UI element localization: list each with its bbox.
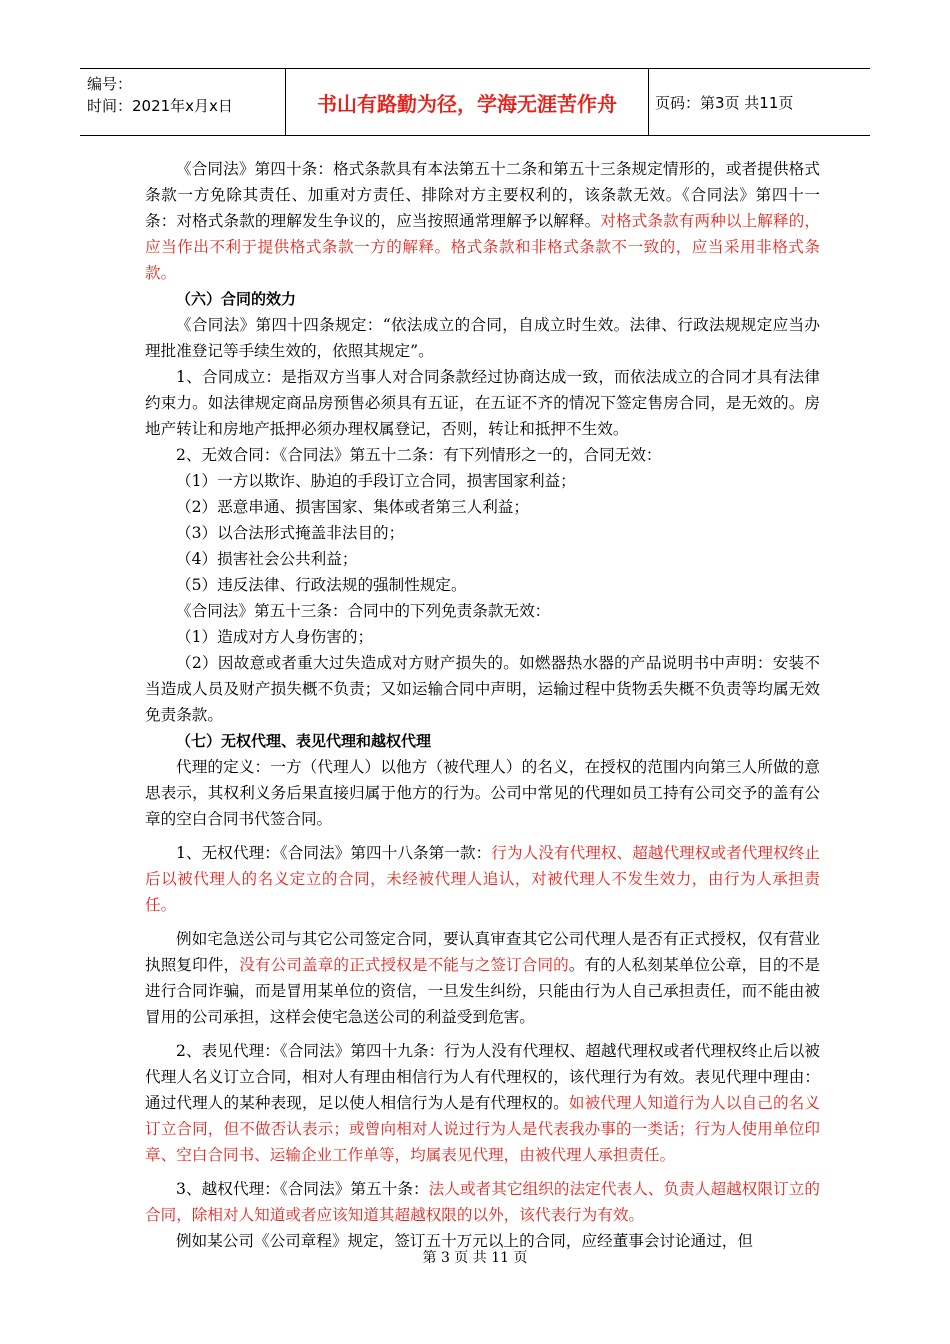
- text: 1、无权代理：《合同法》第四十八条第一款：: [176, 844, 492, 862]
- list-item: （5）违反法律、行政法规的强制性规定。: [176, 576, 467, 594]
- list-item: （1）一方以欺诈、胁迫的手段订立合同，损害国家利益；: [176, 472, 576, 490]
- paragraph-agency-definition: 代理的定义：一方（代理人）以他方（被代理人）的名义，在授权的范围内向第三人所做的意思表示，其权利义务后果直接归属于他方的行为。公司中常见的代理如员工持有公司交予的盖有公章的空白合同书代签合同。: [145, 758, 820, 828]
- heading-text: （六）合同的效力: [176, 290, 297, 308]
- paragraph-invalid-contract: 2、无效合同：《合同法》第五十二条：有下列情形之一的，合同无效：: [176, 446, 662, 464]
- paragraph-example-zjs: [145, 926, 820, 1030]
- paragraph-format-clause: [145, 156, 820, 286]
- highlighted-text: 行为人没有代理权、超越代理权或者代理权终止后以被代理人的名义定立的合同，未经被代理人追认，对被代理人不发生效力，由行为人承担责任。: [145, 844, 820, 914]
- date-label: 时间：2021年x月x日: [87, 97, 233, 115]
- paragraph-contract-formation: 1、合同成立：是指双方当事人对合同条款经过协商达成一致，而依法成立的合同才具有法律约束力。如法律规定商品房预售必须具有五证，在五证不齐的情况下签定售房合同，是无效的。房地产转让和房地产抵押必须办理权属登记，否则，转让和抵押不生效。: [145, 368, 820, 438]
- paragraph-unauthorized-agency: [145, 840, 820, 918]
- header-meta: [80, 69, 286, 135]
- text: 2、表见代理：《合同法》第四十九条：行为人没有代理权、超越代理权或者代理权终止后以被代理人名义订立合同，相对人有理由相信行为人有代理权的，该代理行为有效。表见代理中理由：通过代理人的某种表现，足以使人相信行为人是有代理权的。: [145, 1042, 820, 1112]
- heading-text: （七）无权代理、表见代理和越权代理: [176, 732, 432, 750]
- text: 例如宅急送公司与其它公司签定合同，要认真审查其它公司代理人是否有正式授权，仅有营业执照复印件，: [145, 930, 820, 974]
- highlighted-text: 如被代理人知道行为人以自己的名义订立合同，但不做否认表示；或曾向相对人说过行为人是代表我办事的一类话；行为人使用单位印章、空白合同书、运输企业工作单等，均属表见代理，由被代理人承担责任。: [145, 1094, 820, 1164]
- paragraph-example-articles: 例如某公司《公司章程》规定，签订五十万元以上的合同，应经董事会讨论通过，但: [176, 1232, 753, 1250]
- page-footer: 第 3 页 共 11 页: [422, 1250, 528, 1266]
- page-header: [80, 68, 870, 136]
- highlighted-text: 法人或者其它组织的法定代表人、负责人超越权限订立的合同，除相对人知道或者应该知道其超越权限的以外，该代表行为有效。: [145, 1180, 820, 1224]
- text: 。有的人私刻某单位公章，目的不是进行合同诈骗，而是冒用某单位的资信，一旦发生纠纷，只能由行为人自己承担责任，而不能由被冒用的公司承担，这样会使宅急送公司的利益受到危害。: [145, 956, 820, 1026]
- paragraph-apparent-agency: [145, 1038, 820, 1168]
- text: 《合同法》第四十条：格式条款具有本法第五十二条和第五十三条规定情形的，或者提供格式条款一方免除其责任、加重对方责任、排除对方主要权利的，该条款无效。《合同法》第四十一条：对格式条款的理解发生争议的，应当按照通常理解予以解释。: [145, 160, 820, 230]
- paragraph-article-53: 《合同法》第五十三条：合同中的下列免责条款无效：: [176, 602, 551, 620]
- number-label: 编号：: [87, 75, 133, 93]
- paragraph-article-44: 《合同法》第四十四条规定：“依法成立的合同，自成立时生效。法律、行政法规规定应当办理批准登记等手续生效的，依照其规定”。: [145, 316, 820, 360]
- list-item: （2）因故意或者重大过失造成对方财产损失的。如燃器热水器的产品说明书中声明：安装不当造成人员及财产损失概不负责；又如运输合同中声明，运输过程中货物丢失概不负责等均属无效免责条款。: [145, 654, 820, 724]
- paragraph-ultra-vires: [145, 1176, 820, 1228]
- list-item: （1）造成对方人身伤害的；: [176, 628, 374, 646]
- highlighted-text: 没有公司盖章的正式授权是不能与之签订合同的: [239, 956, 569, 974]
- highlighted-text: 对格式条款有两种以上解释的，应当作出不利于提供格式条款一方的解释。格式条款和非格式条款不一致的，应当采用非格式条款。: [145, 212, 820, 282]
- header-page-info: 页码：第3页 共11页: [655, 93, 794, 112]
- document-body: [145, 156, 820, 1254]
- list-item: （2）恶意串通、损害国家、集体或者第三人利益；: [176, 498, 529, 516]
- list-item: （4）损害社会公共利益；: [176, 550, 358, 568]
- section-heading-7: [145, 728, 820, 754]
- list-item: （3）以合法形式掩盖非法目的；: [176, 524, 405, 542]
- section-heading-6: [145, 286, 820, 312]
- text: 3、越权代理：《合同法》第五十条：: [176, 1180, 429, 1198]
- header-motto: 书山有路勤为径，学海无涯苦作舟: [286, 69, 649, 135]
